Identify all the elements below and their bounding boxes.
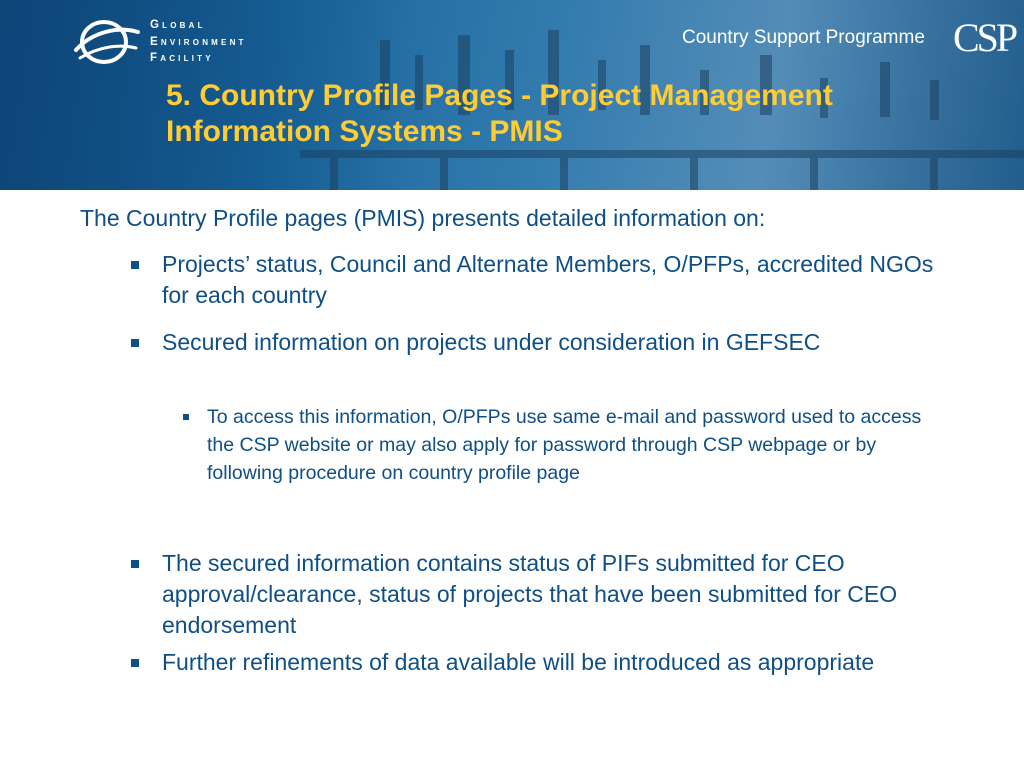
gef-line-2: Environment (150, 35, 247, 48)
globe-icon (72, 14, 142, 70)
gef-wordmark (150, 17, 247, 67)
bullet-text: Secured information on projects under consideration in GEFSEC (162, 329, 821, 355)
bullet-item (162, 249, 952, 311)
sub-bullet-text: To access this information, O/PFPs use same e-mail and password used to access the CSP website or may also apply for password through CSP webpage or by following procedure on country profile page (207, 406, 922, 484)
bullet-item (162, 548, 952, 641)
gef-logo (72, 14, 282, 70)
bullet-text: Further refinements of data available will be introduced as appropriate (162, 649, 875, 675)
sub-bullet-marker (183, 414, 189, 420)
bullet-marker (131, 560, 139, 568)
program-name: Country Support Programme (682, 27, 925, 48)
bullet-marker (131, 339, 139, 347)
bullet-item (162, 327, 882, 358)
intro-text: The Country Profile pages (PMIS) presents detailed information on: (80, 205, 766, 231)
csp-logo: CSP (953, 15, 1016, 60)
bullet-marker (131, 261, 139, 269)
bullet-marker (131, 659, 139, 667)
gef-line-1: Global (150, 19, 206, 31)
gef-line-3: Facility (150, 52, 214, 64)
slide-title: 5. Country Profile Pages - Project Management Information Systems - PMIS (166, 79, 833, 148)
bullet-text: The secured information contains status of PIFs submitted for CEO approval/clearance, status of projects that have been submitted for CEO endorsement (162, 550, 898, 638)
bullet-item (162, 647, 922, 678)
sub-bullet-item (207, 403, 947, 487)
header-banner (0, 0, 1024, 190)
bullet-text: Projects’ status, Council and Alternate Members, O/PFPs, accredited NGOs for each country (162, 251, 934, 308)
